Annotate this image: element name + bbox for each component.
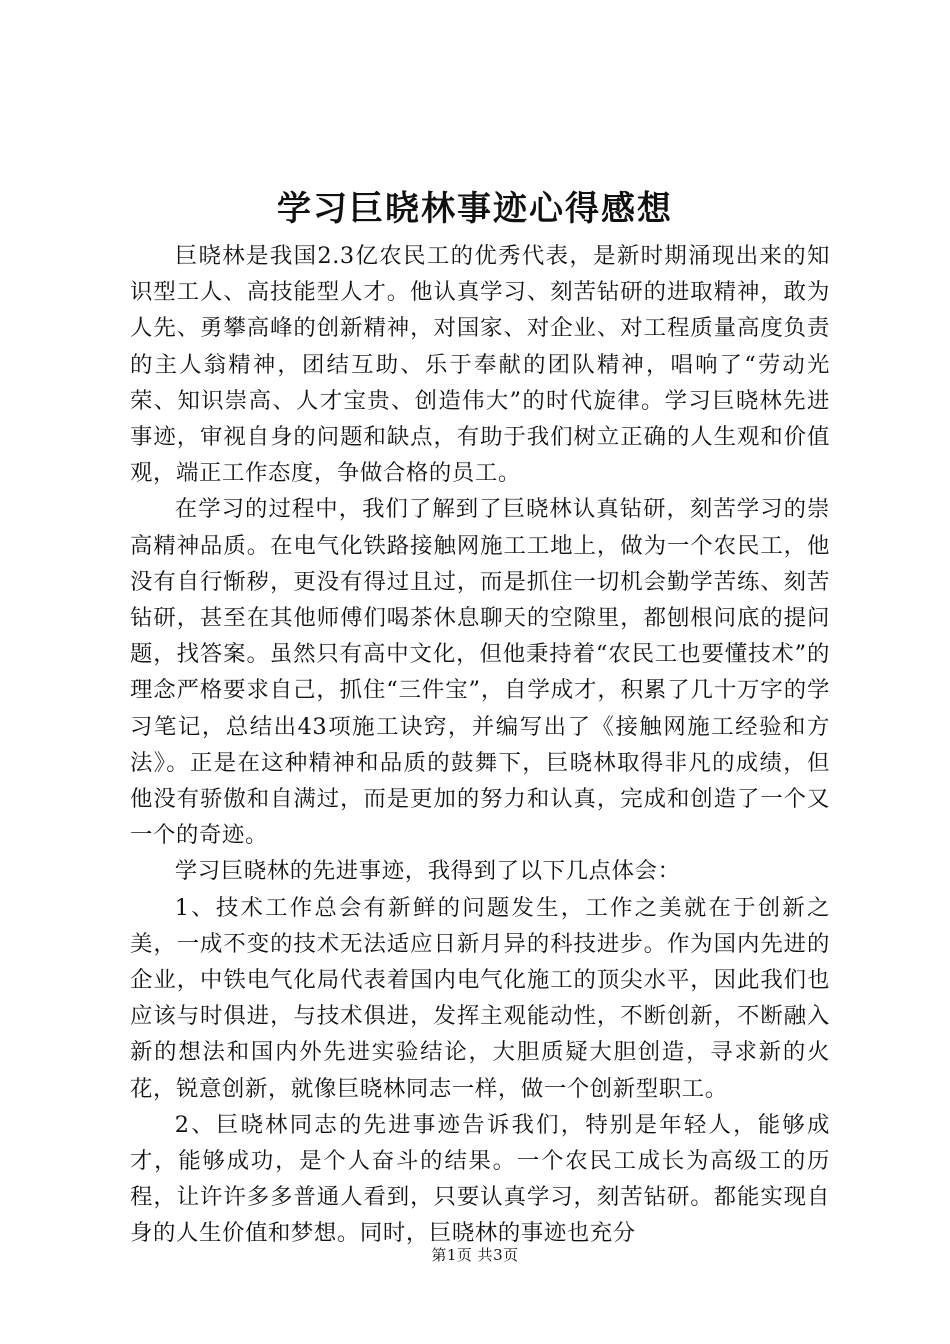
paragraph-intro: 巨晓林是我国2.3亿农民工的优秀代表，是新时期涌现出来的知识型工人、高技能型人才。他认真学习、刻苦钻研的进取精神，敢为人先、勇攀高峰的创新精神，对国家、对企业、对工程质量高度负责的主人翁精神，团结互助、乐于奉献的团队精神，唱响了“劳动光荣、知识崇高、人才宝贵、创造伟大”的时代旋律。学习巨晓林先进事迹，审视自身的问题和缺点，有助于我们树立正确的人生观和价值观，端正工作态度，争做合格的员工。 [130,243,830,487]
document-body [130,238,830,1252]
document-title: 学习巨晓林事迹心得感想 [277,189,673,229]
paragraph-point-2: 2、巨晓林同志的先进事迹告诉我们，特别是年轻人，能够成才，能够成功，是个人奋斗的结果。一个农民工成长为高级工的历程，让许许多多普通人看到，只要认真学习，刻苦钻研。都能实现自身的人生价值和梦想。同时，巨晓林的事迹也充分 [130,1111,830,1247]
paragraph-learning-process: 在学习的过程中，我们了解到了巨晓林认真钻研，刻苦学习的崇高精神品质。在电气化铁路接触网施工工地上，做为一个农民工，他没有自行惭秽，更没有得过且过，而是抓住一切机会勤学苦练、刻苦钻研，甚至在其他师傅们喝茶休息聊天的空隙里，都刨根问底的提问题，找答案。虽然只有高中文化，但他秉持着“农民工也要懂技术”的理念严格要求自己，抓住“三件宝”，自学成才，积累了几十万字的学习笔记，总结出43项施工诀窍，并编写出了《接触网施工经验和方法》。正是在这种精神和品质的鼓舞下，巨晓林取得非凡的成绩，但他没有骄傲和自满过，而是更加的努力和认真，完成和创造了一个又一个的奇迹。 [130,496,830,849]
paragraph-point-1: 1、技术工作总会有新鲜的问题发生，工作之美就在于创新之美，一成不变的技术无法适应日新月异的科技进步。作为国内先进的企业，中铁电气化局代表着国内电气化施工的顶尖水平，因此我们也应该与时俱进，与技术俱进，发挥主观能动性，不断创新，不断融入新的想法和国内外先进实验结论，大胆质疑大胆创造，寻求新的火花，锐意创新，就像巨晓林同志一样，做一个创新型职工。 [130,894,830,1102]
page-number-footer: 第1页 共3页 [431,1246,519,1264]
paragraph-takeaways-lead: 学习巨晓林的先进事迹，我得到了以下几点体会： [174,858,681,885]
